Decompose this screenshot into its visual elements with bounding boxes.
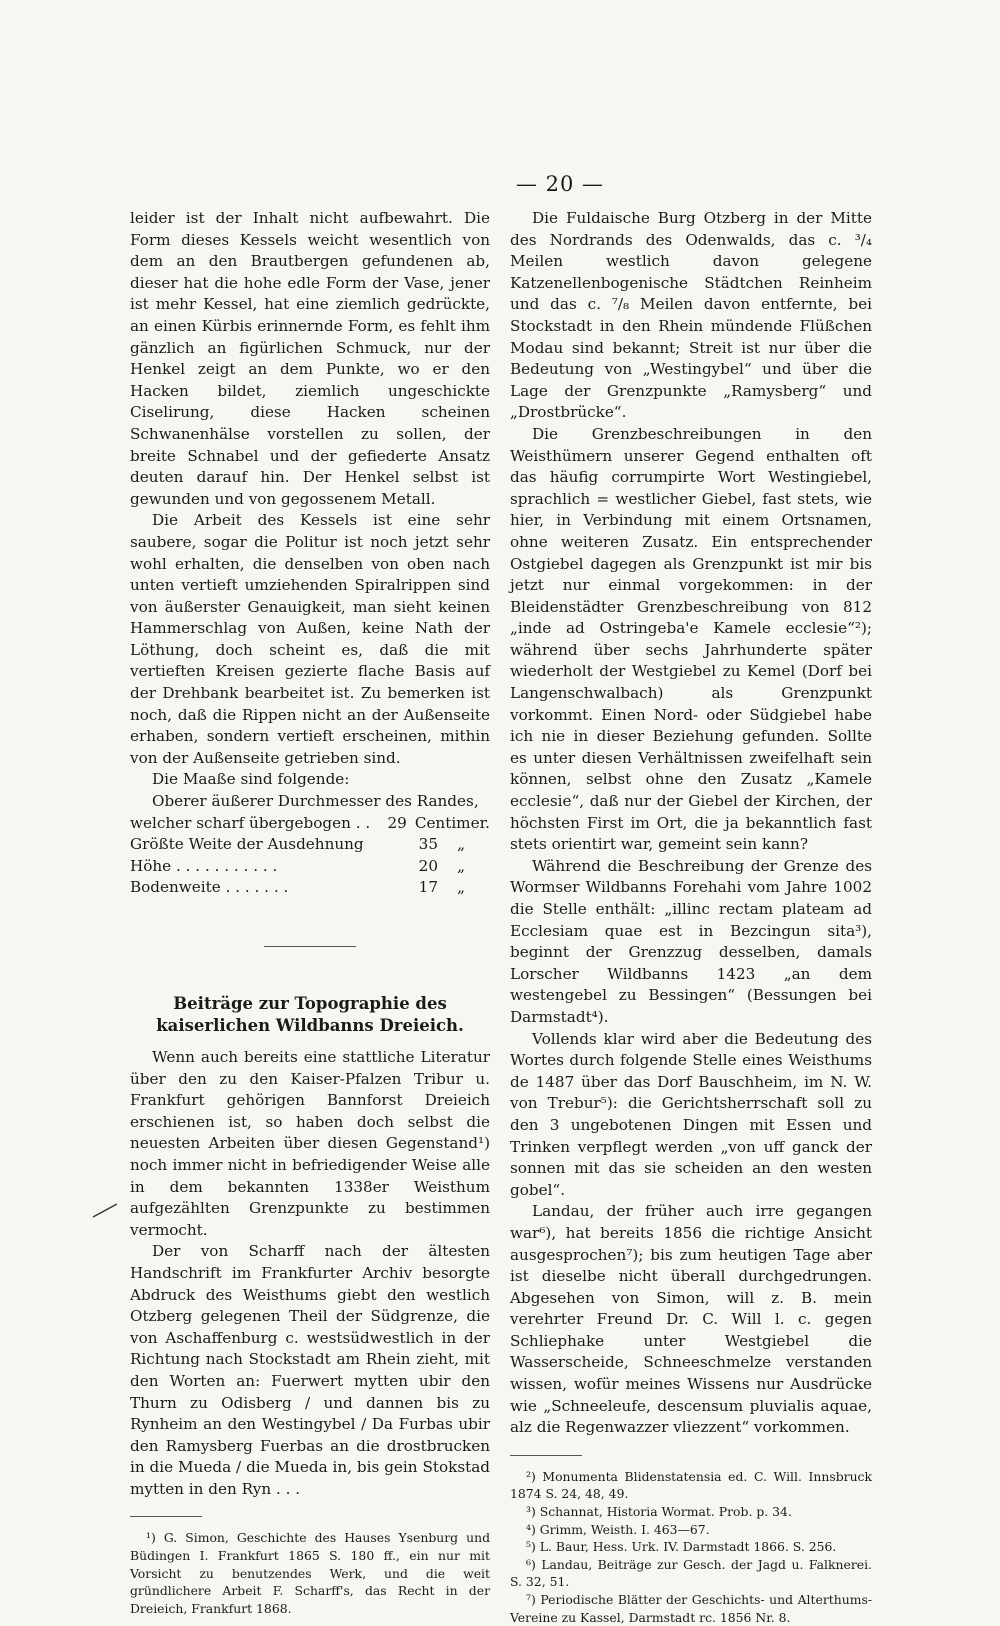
right-column — [510, 208, 872, 1626]
measure-value: 29 — [387, 813, 407, 832]
footnote-6: ⁶) Landau, Beiträge zur Gesch. der Jagd u. Falknerei. S. 32, 51. — [510, 1556, 872, 1590]
measure-unit: „ — [457, 878, 465, 897]
measures-intro: Die Maaße sind folgende: — [152, 770, 350, 789]
measure-value: 35 — [418, 835, 438, 854]
measure-value: 20 — [418, 856, 438, 875]
left-paragraph-1: leider ist der Inhalt nicht aufbewahrt. Die Form dieses Kessels weicht wesentlich von dem an den Brautbergen gefundenen ab, dieser hat die hohe edle Form der Vase, jener ist mehr Kessel, hat eine ziemlich gedrückte, an einen Kürbis erinnernde Form, es fehlt ihm gänzlich an figürlichen Schmuck, nur der Henkel zeigt an dem Punkte, wo er den Hacken bildet, ziemlich ungeschickte Ciselirung, diese Hacken scheinen Schwanenhälse vorstellen zu sollen, der breite Schnabel und der gefiederte Ansatz deuten darauf hin. Der Henkel selbst ist gewunden und von gegossenem Metall. — [130, 209, 490, 508]
left-paragraph-2: Die Arbeit des Kessels ist eine sehr saubere, sogar die Politur ist noch jetzt sehr wohl erhalten, die denselben von oben nach unten vertieft umziehenden Spiralrippen sind von äußerster Genauigkeit, man sieht keinen Hammerschlag von Außen, keine Nath der Löthung, doch scheint es, daß die mit vertieften Kreisen gezierte flache Basis auf der Drehbank bearbeitet ist. Zu bemerken ist noch, daß die Rippen nicht an der Außenseite erhaben, sondern vertieft erscheinen, mithin von der Außenseite getrieben sind. — [130, 511, 490, 767]
footnotes-left — [130, 1529, 490, 1617]
pencil-mark-icon — [91, 1201, 119, 1219]
measures-row — [130, 834, 490, 856]
measure-unit: Centimer. — [414, 813, 490, 832]
footnote-4: ⁴) Grimm, Weisth. I. 463—67. — [526, 1521, 710, 1537]
measure-value: 17 — [418, 878, 438, 897]
right-paragraph-5: Landau, der früher auch irre gegangen war⁶), hat bereits 1856 die richtige Ansicht ausgesprochen⁷); bis zum heutigen Tage aber ist dieselbe nicht überall durchgedrungen. Abgesehen von Simon, will z. B. mein verehrter Freund Dr. C. Will l. c. gegen Schliephake unter Westgiebel die Wasserscheide, Schneeschmelze verstanden wissen, wofür meines Wissens nur Ausdrücke wie „Schneeleufe, descensum pluvialis aquae, alz die Regenwazzer vliezzent“ vorkommen. — [510, 1202, 872, 1437]
footnote-2: ²) Monumenta Blidenstatensia ed. C. Will. Innsbruck 1874 S. 24, 48, 49. — [510, 1468, 872, 1502]
measures-row — [130, 856, 490, 878]
measures-table — [130, 791, 490, 899]
section-heading: Beiträge zur Topographie des kaiserlichen Wildbanns Dreieich. — [156, 994, 464, 1035]
footnote-divider — [130, 1516, 202, 1517]
left-paragraph-4: Der von Scharff nach der ältesten Handschrift im Frankfurter Archiv besorgte Abdruck des Weisthums giebt den westlich Otzberg gelegenen Theil der Südgrenze, die von Aschaffenburg c. westsüdwestlich in der Richtung nach Stockstadt am Rhein zieht, mit den Worten an: Fuerwert mytten ubir den Thurn zu Odisberg / und dannen bis zu Rynheim an den Westingybel / Da Furbas ubir den Ramysberg Fuerbas an die drostbrucken in die Mueda / die Mueda in, bis gein Stokstad mytten in den Ryn . . . — [130, 1242, 490, 1498]
footnote-divider — [510, 1455, 582, 1456]
right-paragraph-4: Vollends klar wird aber die Bedeutung des Wortes durch folgende Stelle eines Weisthums de 1487 über das Dorf Bauschheim, im N. W. von Trebur⁵): die Gerichtsherrschaft soll zu den 3 ungebotenen Dingen mit Essen und Trinken verpflegt werden „von uff ganck der sonnen mit das sie scheiden an den westen gobel“. — [510, 1029, 872, 1199]
measure-label: Größte Weite der Ausdehnung — [130, 835, 364, 854]
measures-line-1: Oberer äußerer Durchmesser des Randes, welcher scharf übergebogen . . — [130, 792, 479, 832]
footnote-5: ⁵) L. Baur, Hess. Urk. IV. Darmstadt 1866. S. 256. — [526, 1539, 837, 1555]
left-paragraph-3: Wenn auch bereits eine stattliche Literatur über den zu den Kaiser-Pfalzen Tribur u. Frankfurt gehörigen Bannforst Dreieich erschienen ist, so haben doch selbst die neuesten Arbeiten über diesen Gegenstand¹) noch immer nicht in befriedigender Weise alle in dem bekannten 1338er Weisthum aufgezählten Grenzpunkte zu bestimmen vermocht. — [130, 1048, 490, 1239]
measure-label: Bodenweite . . . . . . . — [130, 878, 289, 897]
page-number: — 20 — — [515, 172, 605, 196]
left-column — [130, 208, 490, 1617]
footnote-7: ⁷) Periodische Blätter der Geschichts- und Alterthums-Vereine zu Kassel, Darmstadt rc. 1856 Nr. 8. — [510, 1592, 872, 1625]
right-paragraph-3: Während die Beschreibung der Grenze des Wormser Wildbanns Forehahi vom Jahre 1002 die Stelle enthält: „illinc rectam plateam ad Ecclesiam quae est in Bezcingun sita³), beginnt der Grenzzug desselben, damals Lorscher Wildbanns 1423 „an dem westengebel zu Bessingen“ (Bessungen bei Darmstadt⁴). — [510, 856, 872, 1026]
measure-unit: „ — [457, 835, 465, 854]
footnote-3: ³) Schannat, Historia Wormat. Prob. p. 34. — [526, 1504, 792, 1520]
measures-row — [130, 877, 490, 899]
right-paragraph-2: Die Grenzbeschreibungen in den Weisthümern unserer Gegend enthalten oft das häufig corrumpirte Wort Westingiebel, sprachlich = westlicher Giebel, fast stets, wie hier, in Verbindung mit einem Ortsnamen, ohne weiteren Zusatz. Ein entsprechender Ostgiebel dagegen als Grenzpunkt ist mir bis jetzt nur einmal vorgekommen: in der Bleidenstädter Grenzbeschreibung von 812 „inde ad Ostringeba'e Kamele ecclesie“²); während über sechs Jahrhunderte später wiederholt der Westgiebel zu Kemel (Dorf bei Langenschwalbach) als Grenzpunkt vorkommt. Einen Nord- oder Südgiebel habe ich nie in dieser Beziehung gefunden. Sollte es unter diesen Verhältnissen zweifelhaft sein können, selbst ohne den Zusatz „Kamele ecclesie“, daß nur der Giebel der Kirchen, der höchsten First im Ort, die ja bekanntlich fast stets orientirt war, gemeint sein kann? — [510, 424, 872, 854]
right-paragraph-1: Die Fuldaische Burg Otzberg in der Mitte des Nordrands des Odenwalds, das c. ³/₄ Meilen westlich davon gelegene Katzenellenbogenische Städtchen Reinheim und das c. ⁷/₈ Meilen davon entfernte, bei Stockstadt in den Rhein mündende Flüßchen Modau sind bekannt; Streit ist nur über die Bedeutung von „Westingybel“ und über die Lage der Grenzpunkte „Ramysberg“ und „Drostbrücke“. — [510, 209, 872, 422]
section-divider — [264, 946, 356, 947]
footnotes-right — [510, 1468, 872, 1626]
measure-unit: „ — [457, 856, 465, 875]
measure-label: Höhe . . . . . . . . . . . — [130, 856, 278, 875]
footnote-1: ¹) G. Simon, Geschichte des Hauses Ysenburg und Büdingen I. Frankfurt 1865 S. 180 ff., ein nur mit Vorsicht zu benutzendes Werk, und die weit gründlichere Arbeit F. Scharff's, das Recht in der Dreieich, Frankfurt 1868. — [130, 1530, 490, 1616]
